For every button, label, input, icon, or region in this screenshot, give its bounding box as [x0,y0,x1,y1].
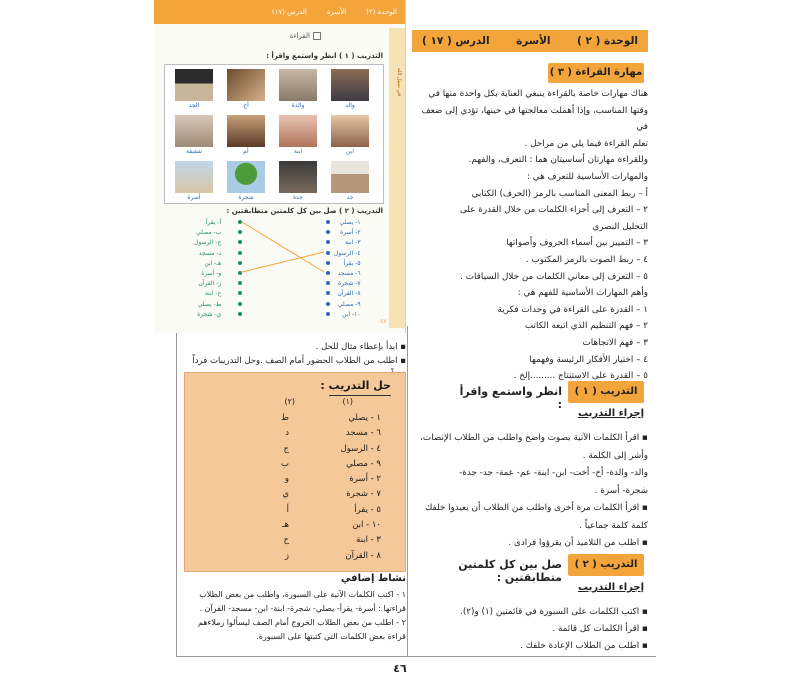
answer-col1-head: (١) [342,397,353,406]
match-left-item: ب- مصلي [196,229,222,237]
match-left-item: ي- شجرة [197,310,222,318]
exercise1-procedure: إجراء التدريب [577,408,644,419]
match-left-item: هـ- ابن [204,259,222,267]
caption-mom: أم [243,148,249,155]
family-photo-grid [164,64,384,204]
textbook-page-thumbnail [154,0,406,333]
caption-tree: شجرة [238,194,254,201]
match-list-right [334,218,361,320]
match-right-item: ٧- شجرة [337,280,361,288]
match-right-item: ١٠- ابن [342,310,361,318]
match-right-item: ٣- ابنة [344,239,361,247]
answer-title: حل التدريب : [320,379,391,392]
exercise2-text: ▪ اكتب الكلمات على السبورة في قائمتين (١) و(٢). ▪ اقرأ الكلمات كل قائمة . ▪ اطلب من الطلاب الإعادة خلفك . [460,607,648,651]
caption-daughter: ابنة [293,148,303,155]
photo-grandfather [175,69,213,101]
note-item: ▪ اطلب من الطلاب الحضور أمام الصف .وحل التدريبات فرداً [192,356,406,366]
match-right-item: ١- يصلي [339,219,361,226]
exercise2-procedure: إجراء التدريب [577,582,644,593]
caption-grandmother: جدة [292,194,303,201]
lesson-label: الدرس ( ١٧ ) [422,35,490,47]
match-right-item: ٢- أسرة [340,229,361,237]
photo-mother [279,69,317,101]
match-left-item: و- أسرة [201,270,222,278]
unit-header-bar [412,30,648,52]
answer-col2: ط د ج ب و ي أ هـ ح ز [280,413,289,561]
photo-family [175,161,213,193]
match-right-item: ٤- الرسول [334,249,361,257]
note-item: ▪ ابدأ بإعطاء مثال للحل . [315,342,406,352]
exercise1-tag: التدريب ( ١ ) [568,381,644,403]
thumbnail-side-label: في سبيل الله [396,68,402,96]
caption-father: والد [345,102,355,109]
thumbnail-reading-label: القراءة [289,32,310,40]
unit-label: الوحدة ( ٢ ) [577,35,638,47]
exercise2-tag: التدريب ( ٢ ) [568,554,644,576]
caption-sister: شقيقة [185,148,203,155]
exercise1-text: ▪ اقرأ الكلمات الآتية بصوت واضح واطلب من الطلاب الإنصات، وأشر إلى الكلمة . والد- والدة- أخ- أخت- ابن- ابنة- عم- عمة- جد- جدة- شجرة- أسرة . ▪ اقرأ الكلمات مرة أخرى واطلب من الطلاب أن يعيدوا خلفك كلمة كلمة جماعياً . ▪ اطلب من التلاميذ أن يقرؤوا فرادى . [420,433,648,548]
skill-text: هناك مهارات خاصة بالقراءة ينبغي العناية بكل واحدة منها في وقتها المناسب، وإذا أهملت معالجتها في حينها، تؤدي إلى ضعف في تعلم القراءة فيما يلي من مراحل . وللقراءة مهارتان أساسيتان هما : التعرف، والفهم. والمهارات الأساسية للتعرف هي : أ – ربط المعنى المناسب بالرمز (الحرف) الكتابي ٢ – التعرف إلى أجزاء الكلمات من خلال القدرة على التحليل البصري ٣ – التمييز بين أسماء الحروف وأصواتها ٤ – ربط الصوت بالرمز المكتوب . ٥ – التعرف إلى معاني الكلمات من خلال السياقات . وأهم المهارات الأساسية للفهم هي : ١ – القدرة على القراءة في وحدات فكرية ٢ – فهم التنظيم الذي اتبعه الكاتب ٣ – فهم الاتجاهات ٤ – اختيار الأفكار الرئيسة وفهمها ٥ – القدرة على الاستنتاج .........إلخ . [421,89,648,382]
page-border-left [176,333,177,656]
photo-uncle [227,115,265,147]
skill-heading: مهارة القراءة ( ٣ ) [548,63,644,83]
match-left-item: ط- يصلي [197,300,222,308]
caption-grandfather: الجد [188,102,200,109]
book-icon [313,32,321,40]
photo-daughter [279,115,317,147]
match-list-left [194,218,221,320]
answer-box [184,372,406,572]
topic-label: الأسرة [516,35,551,47]
column-divider [407,326,408,656]
photo-brother [227,69,265,101]
thumbnail-reading-heading [290,32,321,40]
match-left-item: أ- يقرأ [205,219,222,226]
photo-tree [227,161,265,193]
extra-activity-title: نشاط إضافي [340,573,406,584]
photo-grandmother [279,161,317,193]
match-right-item: ٦- مسجد [337,270,361,278]
thumbnail-exercise2-title: التدريب ( ٢ ) صل بين كل كلمتين متطابقتين : [226,207,383,215]
answer-col1: ١ - يصلي ٦ - مسجد ٤ - الرسول ٩ - مصلي ٢ - أسرة ٧ - شجرة ٥ - يقرأ ١٠ - ابن ٣ - ابنة ٨ - القرآن [340,413,381,561]
thumbnail-lesson: الدرس (١٧) [271,8,307,16]
caption-mother: والدة [291,102,305,109]
thumbnail-exercise1-title: التدريب ( ١ ) انظر واستمع واقرأ : [266,52,383,60]
caption-grandpa: جد [346,194,354,201]
match-right-item: ٩- مصلي [337,300,361,308]
thumbnail-topic: الأسرة [326,8,347,16]
photo-son [331,115,369,147]
match-left-item: ج- الرسول [194,239,222,247]
page-bottom-rule [176,656,656,657]
answer-col2-head: (٢) [284,397,295,406]
match-left-item: ح- ابنة [204,290,222,298]
match-lines [240,220,326,324]
photo-father [331,69,369,101]
match-right-item: ٨- القرآن [337,290,361,298]
page-number: ٤٦ [393,662,407,675]
caption-brother: أخ [243,102,249,109]
caption-son: ابن [346,148,354,155]
match-right-item: ٥- يقرأ [343,259,361,267]
photo-grandpa [331,161,369,193]
match-left-item: د- مسجد [198,249,222,257]
thumbnail-side-strip [389,28,405,328]
thumbnail-header [154,0,405,24]
thumbnail-unit: الوحدة (٢) [366,8,397,16]
extra-activity-text: ١ - اكتب الكلمات الآتية على السبورة، واطلب من بعض الطلاب قراءتها : أسرة- يقرأ- يصلي- شجرة- ابنة- ابن- مسجد- القرآن . ٢ - اطلب من بعض الطلاب الخروج أمام الصف ليسألوا زملاءهم قراءة بعض الكلمات التي كتبتها على السبورة. [198,590,406,641]
thumbnail-page-mark: ٤٧ [380,318,387,325]
caption-family: أسرة [187,194,201,201]
match-left-item: ز- القرآن [198,280,222,288]
photo-sister [175,115,213,147]
exercise2-title: صل بين كل كلمتين متطابقتين : [458,558,562,584]
match-dots-right [326,220,330,322]
exercise1-title: انظر واستمع واقرأ : [459,385,562,411]
